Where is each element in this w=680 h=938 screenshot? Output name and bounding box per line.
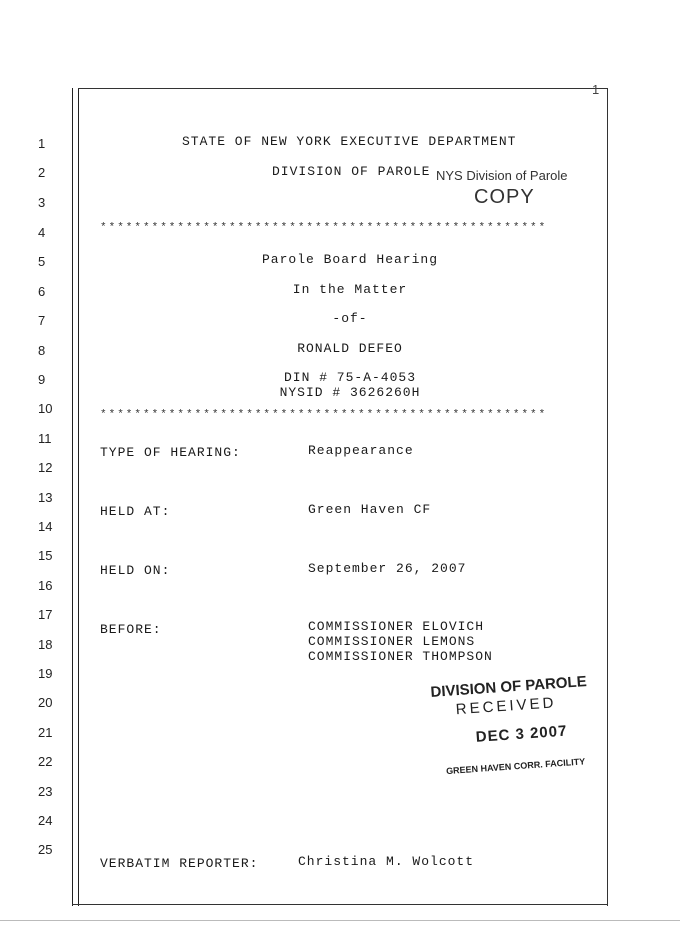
- line-number: 14: [38, 519, 53, 534]
- line-number: 22: [38, 754, 53, 769]
- verbatim-reporter-value: Christina M. Wolcott: [298, 854, 475, 869]
- held-on-value: September 26, 2007: [308, 561, 467, 576]
- line-number: 8: [38, 343, 46, 358]
- page-border-left-inner: [78, 88, 79, 906]
- line-number: 23: [38, 784, 53, 799]
- received-stamp-date: DEC 3 2007: [475, 722, 568, 746]
- line-number: 2: [38, 165, 46, 180]
- line-number: 1: [38, 136, 46, 151]
- line-number: 3: [38, 195, 46, 210]
- line-number: 19: [38, 666, 53, 681]
- page-border-bottom: [72, 904, 608, 905]
- line-number: 16: [38, 578, 53, 593]
- page-border-top: [78, 88, 608, 89]
- commissioner-1: COMMISSIONER ELOVICH: [308, 619, 485, 634]
- line-number: 21: [38, 725, 53, 740]
- page-border-left-outer: [72, 88, 73, 906]
- caption-matter: In the Matter: [292, 282, 408, 297]
- caption-of: -of-: [332, 311, 368, 326]
- line-number: 11: [38, 431, 52, 446]
- line-number: 17: [38, 607, 53, 622]
- line-number: 6: [38, 284, 46, 299]
- commissioner-3: COMMISSIONER THOMPSON: [308, 649, 493, 664]
- held-at-label: HELD AT:: [100, 504, 171, 519]
- separator-top: ****************************************************: [100, 222, 548, 234]
- line-number: 5: [38, 254, 46, 269]
- verbatim-reporter-label: VERBATIM REPORTER:: [100, 856, 259, 871]
- line-number: 13: [38, 490, 53, 505]
- line-number: 18: [38, 637, 53, 652]
- held-at-value: Green Haven CF: [308, 502, 432, 517]
- line-number: 24: [38, 813, 53, 828]
- received-stamp-division: DIVISION OF PAROLE: [430, 673, 588, 701]
- line-number: 15: [38, 548, 53, 563]
- before-label: BEFORE:: [100, 622, 162, 637]
- type-of-hearing-value: Reappearance: [308, 443, 414, 458]
- line-number: 10: [38, 401, 53, 416]
- line-number: 9: [38, 372, 46, 387]
- line-number: 4: [38, 225, 46, 240]
- line-number: 7: [38, 313, 46, 328]
- separator-bottom: ****************************************************: [100, 409, 548, 421]
- header-division: DIVISION OF PAROLE: [272, 164, 431, 179]
- line-number: 25: [38, 842, 53, 857]
- received-stamp-received: RECEIVED: [455, 694, 557, 719]
- held-on-label: HELD ON:: [100, 563, 171, 578]
- received-stamp-facility: GREEN HAVEN CORR. FACILITY: [445, 756, 586, 777]
- caption-title: Parole Board Hearing: [261, 252, 439, 267]
- caption-din: DIN # 75-A-4053: [283, 370, 417, 385]
- commissioner-2: COMMISSIONER LEMONS: [308, 634, 476, 649]
- caption-name: RONALD DEFEO: [297, 341, 403, 356]
- copy-stamp-agency: NYS Division of Parole: [436, 168, 568, 183]
- line-number: 20: [38, 695, 53, 710]
- caption-nysid: NYSID # 3626260H: [279, 385, 421, 400]
- line-number: 12: [38, 460, 53, 475]
- type-of-hearing-label: TYPE OF HEARING:: [100, 445, 241, 460]
- header-state: STATE OF NEW YORK EXECUTIVE DEPARTMENT: [182, 134, 517, 149]
- received-stamp: [430, 672, 606, 777]
- scan-edge-line: [0, 920, 680, 921]
- copy-stamp-label: COPY: [474, 186, 535, 208]
- page-border-right: [607, 88, 608, 906]
- page-number: 1: [592, 82, 600, 97]
